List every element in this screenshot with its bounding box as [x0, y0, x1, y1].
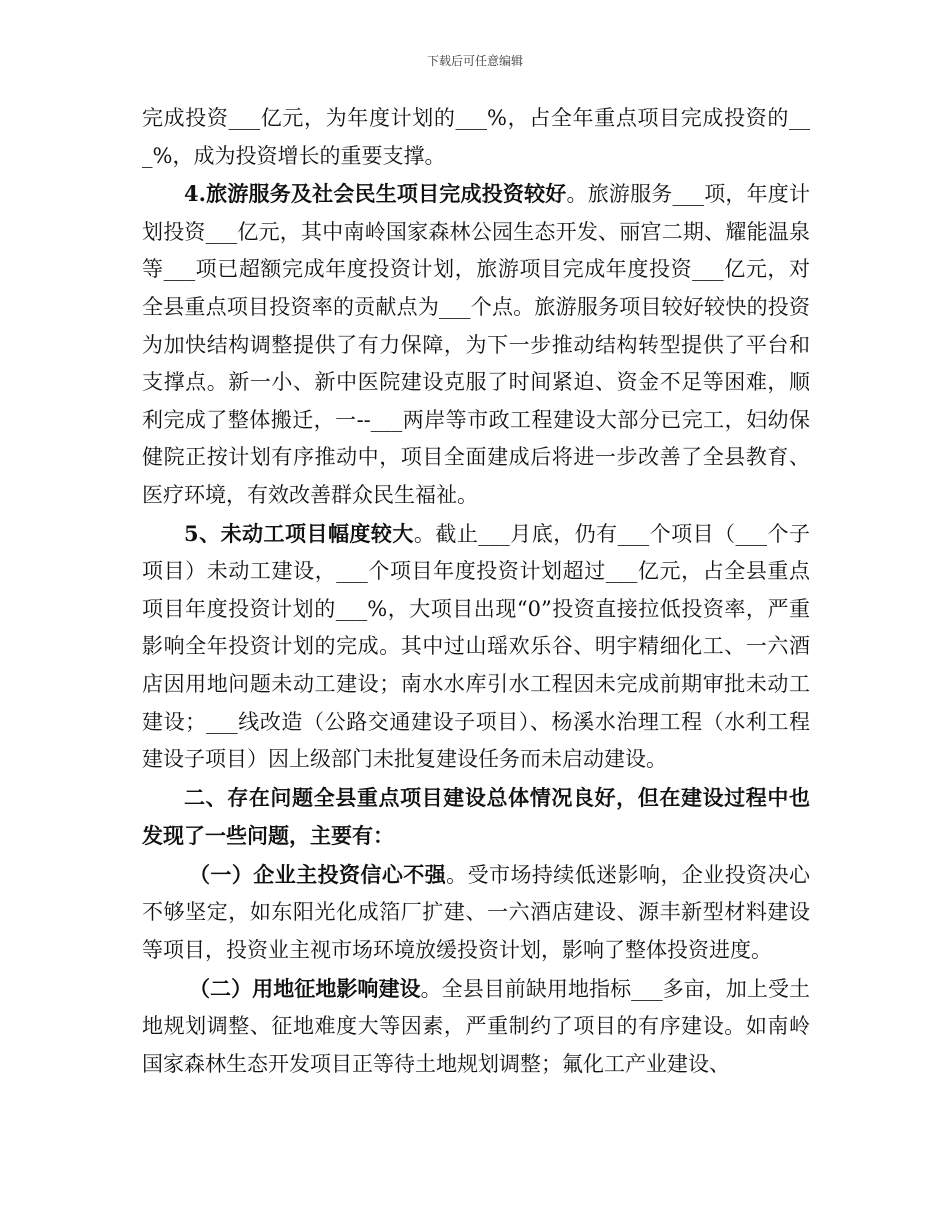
paragraph-text: 。全县目前缺用地指标___多亩，加上受土地规划调整、征地难度大等因素，严重制约了项目的有序建设。如南岭国家森林生态开发项目正等待土地规划调整；氟化工产业建设、: [142, 976, 811, 1076]
paragraph-tourism-services: [142, 175, 810, 514]
paragraph-text: 。旅游服务___项，年度计划投资___亿元，其中南岭国家森林公园生态开发、丽宫二期、耀能温泉等___项已超额完成年度投资计划，旅游项目完成年度投资___亿元，对全县重点项目投资率的贡献点为___个点。旅游服务项目较好较快的投资为加快结构调整提供了有力保障，为下一步推动结构转型提供了平台和支撑点。新一小、新中医院建设克服了时间紧迫、资金不足等困难，顺利完成了整体搬迁，一--___两岸等市政工程建设大部分已完工，妇幼保健院正按计划有序推动中，项目全面建成后将进一步改善了全县教育、医疗环境，有效改善群众民生福祉。: [142, 182, 811, 507]
paragraph-text: 。受市场持续低迷影响，企业投资决心不够坚定，如东阳光化成箔厂扩建、一六酒店建设、源丰新型材料建设等项目，投资业主视市场环境放缓投资计划，影响了整体投资进度。: [142, 862, 811, 963]
page-header-note: 下载后可任意编辑: [426, 54, 523, 68]
paragraph-existing-problems: [142, 779, 810, 856]
document-body: [142, 100, 810, 1083]
section-heading-tourism: 4.旅游服务及社会民生项目完成投资较好: [184, 181, 567, 207]
paragraph-text: 完成投资___亿元，为年度计划的___%，占全年重点项目完成投资的___%，成为投资增长的重要支撑。: [142, 106, 810, 168]
paragraph-land-acquisition: [142, 970, 810, 1084]
paragraph-text: 。截止___月底，仍有___个项目（___个子项目）未动工建设，___个项目年度投资计划超过___亿元，占全县重点项目年度投资计划的___%，大项目出现“0”投资直接拉低投资率，严重影响全年投资计划的完成。其中过山瑶欢乐谷、明宇精细化工、一六酒店因用地问题未动工建设；南水水库引水工程因未完成前期审批未动工建设；___线改造（公路交通建设子项目）、杨溪水治理工程（水利工程建设子项目）因上级部门未批复建设任务而未启动建设。: [142, 521, 810, 772]
paragraph-investment-summary: [142, 100, 810, 175]
subsection-heading-land: （二）用地征地影响建设: [189, 975, 421, 1001]
paragraph-unstarted-projects: [142, 515, 810, 779]
subsection-heading-confidence: （一）企业主投资信心不强: [189, 861, 447, 887]
section-heading-problems: 二、存在问题全县重点项目建设总体情况良好，但在建设过程中也发现了一些问题，主要有：: [142, 784, 810, 849]
paragraph-investor-confidence: [142, 856, 810, 970]
section-heading-unstarted: 5、未动工项目幅度较大: [184, 520, 414, 546]
